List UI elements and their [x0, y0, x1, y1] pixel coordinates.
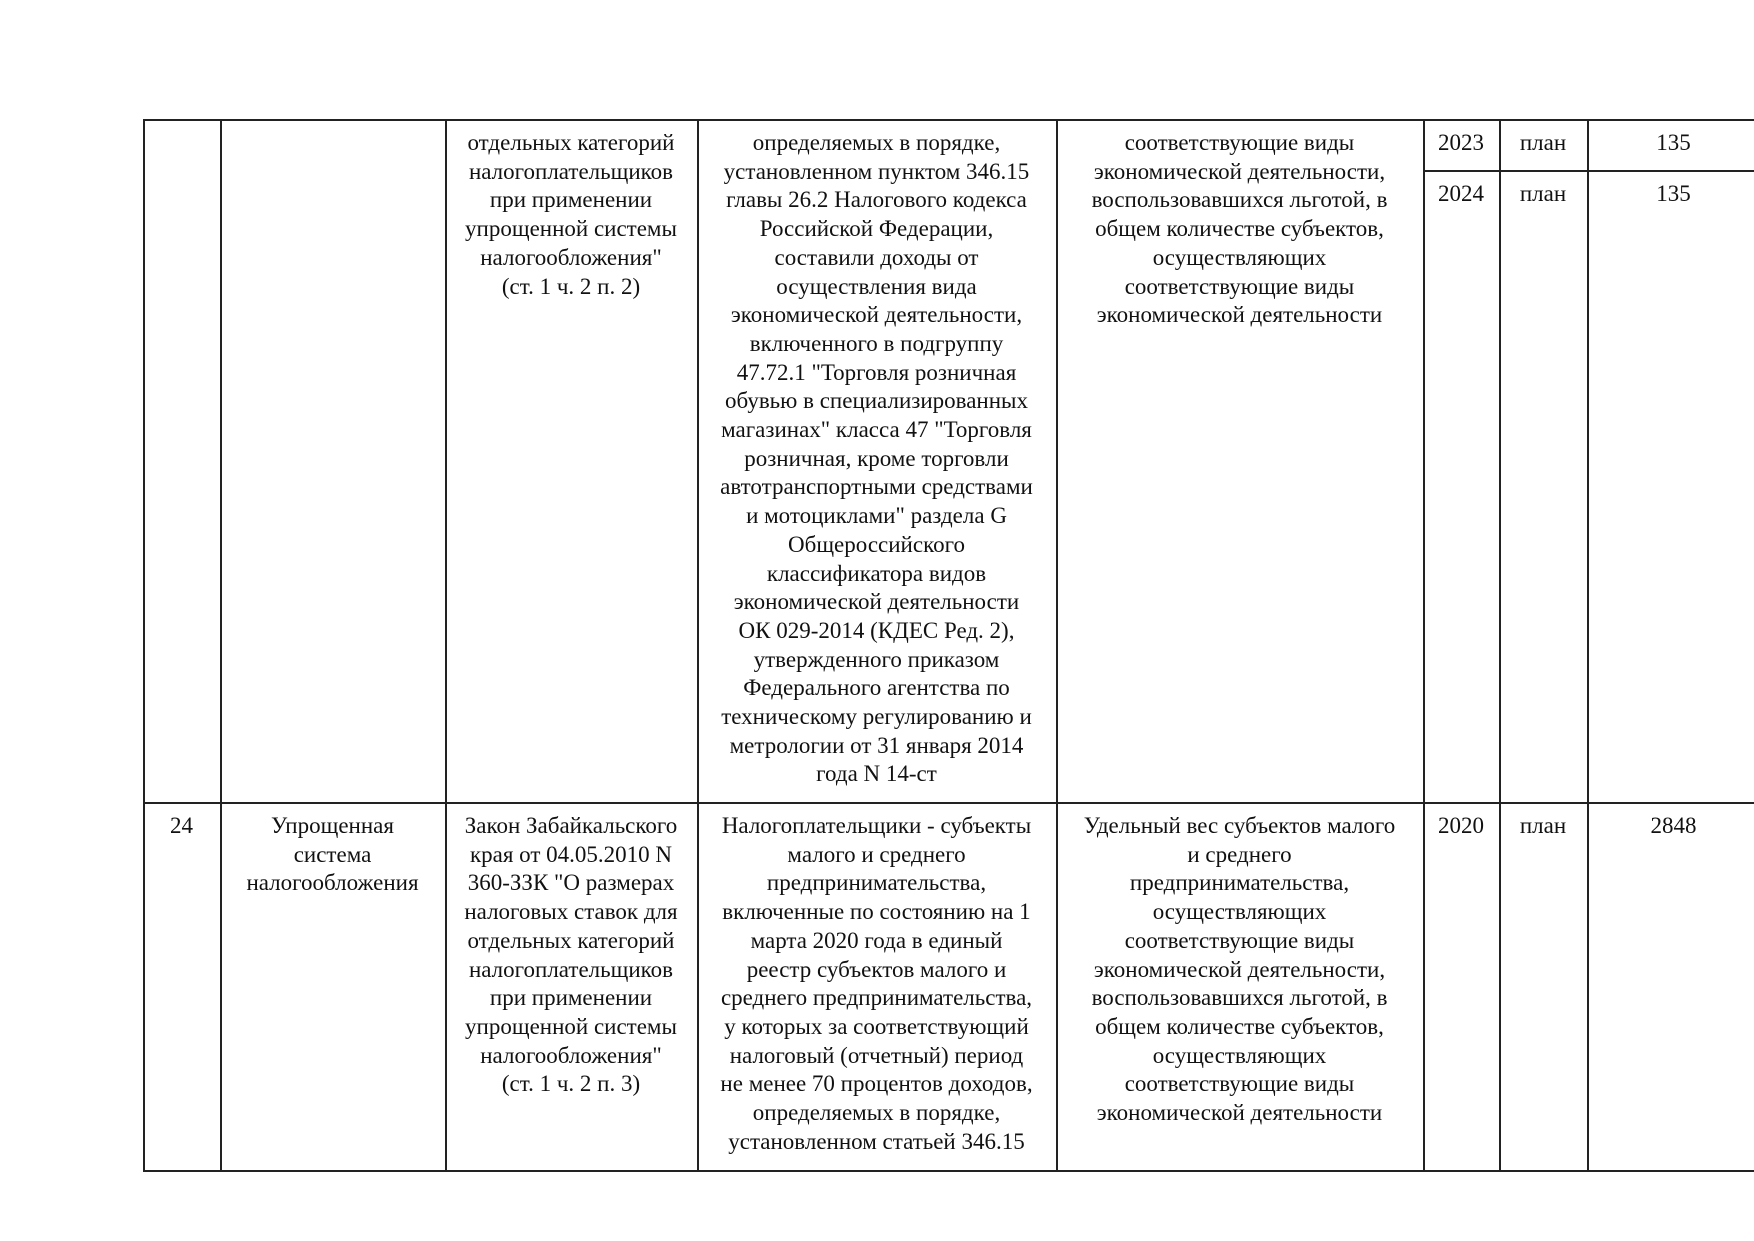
cell-text: 135: [1656, 130, 1691, 155]
table-column-border: [445, 119, 447, 1172]
cell-text-line: магазинах" класса 47 "Торговля: [721, 417, 1032, 443]
cell-text-line: установленном пунктом 346.15: [723, 158, 1030, 184]
cell-text-line: налогообложения": [480, 1042, 662, 1068]
cell-text-line: классификатора видов: [766, 560, 987, 586]
cell-text-line: налогоплательщиков: [468, 158, 674, 184]
cell-text-line: и среднего: [1187, 841, 1292, 867]
cell-year: [1423, 802, 1499, 1170]
table-column-border: [1423, 119, 1425, 1172]
cell-text: 2024: [1438, 181, 1484, 206]
cell-taxpayers: [697, 802, 1056, 1170]
table-column-border: [1499, 119, 1501, 1172]
cell-text-line: (ст. 1 ч. 2 п. 3): [501, 1071, 641, 1097]
cell-text-line: соответствующие виды: [1124, 273, 1355, 299]
cell-text-line: включенного в подгруппу: [749, 330, 1004, 356]
cell-text-line: налогообложения: [246, 870, 419, 896]
cell-text-line: определяемых в порядке,: [752, 1100, 1001, 1126]
cell-text-line: соответствующие виды: [1124, 1071, 1355, 1097]
cell-text-line: налоговый (отчетный) период: [729, 1042, 1024, 1068]
cell-text-line: ОК 029-2014 (КДЕС Ред. 2),: [738, 617, 1015, 643]
cell-type: [1499, 170, 1587, 802]
table-subrow-border: [1423, 170, 1754, 172]
cell-text: 2020: [1438, 813, 1484, 838]
table-row-border: [143, 119, 1754, 121]
cell-tax-type: [220, 802, 445, 1170]
table-row-border: [143, 802, 1754, 804]
cell-text-line: Упрощенная: [271, 813, 394, 838]
cell-text-line: отдельных категорий: [467, 130, 675, 155]
cell-text-line: соответствующие виды: [1124, 927, 1355, 953]
cell-text-line: при применении: [489, 187, 653, 213]
cell-text-line: воспользовавшихся льготой, в: [1091, 187, 1388, 213]
cell-tax-type: [220, 119, 445, 802]
cell-text: 2023: [1438, 130, 1484, 155]
cell-text-line: экономической деятельности: [1096, 302, 1383, 328]
cell-text-line: и мотоциклами" раздела G: [746, 503, 1007, 529]
cell-text-line: утвержденного приказом: [753, 646, 1000, 672]
cell-text-line: общем количестве субъектов,: [1095, 1013, 1384, 1039]
table-row-border: [143, 1170, 1754, 1172]
cell-text-line: при применении: [489, 985, 653, 1011]
cell-text-line: главы 26.2 Налогового кодекса: [726, 187, 1027, 213]
cell-indicator: [1056, 119, 1423, 802]
cell-text-line: воспользовавшихся льготой, в: [1091, 985, 1388, 1011]
cell-text-line: составили доходы от: [774, 244, 979, 270]
cell-text: план: [1519, 813, 1567, 838]
cell-value: [1587, 170, 1754, 802]
cell-text-line: экономической деятельности: [733, 589, 1020, 615]
cell-text-line: среднего предпринимательства,: [720, 985, 1033, 1011]
cell-text-line: 47.72.1 "Торговля розничная: [736, 359, 1017, 385]
cell-year: [1423, 170, 1499, 802]
cell-law: [445, 119, 697, 802]
cell-text-line: обувью в специализированных: [725, 388, 1028, 414]
table-column-border: [697, 119, 699, 1172]
cell-text-line: автотранспортными средствами: [720, 474, 1033, 500]
cell-text-line: отдельных категорий: [467, 927, 675, 953]
cell-text-line: включенные по состоянию на 1: [722, 899, 1031, 925]
cell-text-line: осуществляющих: [1152, 244, 1327, 270]
cell-text-line: марта 2020 года в единый: [750, 927, 1003, 953]
cell-text: 2848: [1650, 813, 1697, 838]
cell-text-line: Федерального агентства по: [743, 675, 1010, 701]
cell-text-line: экономической деятельности,: [1093, 158, 1386, 184]
cell-text-line: экономической деятельности,: [1093, 956, 1386, 982]
cell-text-line: года N 14-ст: [816, 761, 937, 787]
cell-text-line: экономической деятельности: [1096, 1100, 1383, 1126]
cell-text-line: Налогоплательщики - субъекты: [721, 813, 1032, 838]
cell-type: [1499, 119, 1587, 170]
cell-indicator: [1056, 802, 1423, 1170]
cell-text-line: соответствующие виды: [1124, 130, 1355, 155]
cell-text-line: экономической деятельности,: [730, 302, 1023, 328]
table-column-border: [220, 119, 222, 1172]
cell-text-line: налоговых ставок для: [464, 899, 678, 925]
cell-year: [1423, 119, 1499, 170]
cell-text-line: (ст. 1 ч. 2 п. 2): [501, 273, 641, 299]
cell-text: план: [1519, 130, 1567, 155]
cell-text-line: Удельный вес субъектов малого: [1083, 813, 1396, 838]
table-column-border: [143, 119, 145, 1172]
cell-text-line: у которых за соответствующий: [724, 1013, 1029, 1039]
cell-value: [1587, 802, 1754, 1170]
cell-text-line: упрощенной системы: [465, 1013, 677, 1039]
cell-text-line: определяемых в порядке,: [752, 130, 1001, 155]
cell-text-line: предпринимательства,: [1129, 870, 1350, 896]
cell-text-line: осуществления вида: [776, 273, 977, 299]
cell-text-line: налогоплательщиков: [468, 956, 674, 982]
cell-text-line: розничная, кроме торговли: [744, 445, 1009, 471]
cell-type: [1499, 802, 1587, 1170]
cell-text-line: предпринимательства,: [766, 870, 987, 896]
cell-text-line: Закон Забайкальского: [464, 813, 678, 838]
cell-value: [1587, 119, 1754, 170]
cell-text-line: метрологии от 31 января 2014: [729, 732, 1024, 758]
cell-text-line: 360-ЗЗК "О размерах: [467, 870, 675, 896]
cell-text-line: техническому регулированию и: [721, 704, 1032, 730]
cell-text: план: [1519, 181, 1567, 206]
cell-text-line: осуществляющих: [1152, 1042, 1327, 1068]
cell-number: [143, 802, 220, 1170]
cell-text-line: Российской Федерации,: [759, 216, 994, 242]
table-column-border: [1056, 119, 1058, 1172]
cell-text-line: общем количестве субъектов,: [1095, 216, 1384, 242]
table-column-border: [1587, 119, 1589, 1172]
cell-text-line: осуществляющих: [1152, 899, 1327, 925]
cell-number: [143, 119, 220, 802]
cell-text: 135: [1656, 181, 1691, 206]
cell-text-line: края от 04.05.2010 N: [469, 841, 673, 867]
cell-text-line: Общероссийского: [788, 531, 965, 557]
cell-text-line: малого и среднего: [787, 841, 966, 867]
cell-text-line: упрощенной системы: [465, 216, 677, 242]
cell-law: [445, 802, 697, 1170]
cell-text-line: установленном статьей 346.15: [728, 1128, 1025, 1154]
cell-taxpayers: [697, 119, 1056, 802]
cell-text-line: не менее 70 процентов доходов,: [720, 1071, 1033, 1097]
cell-text-line: система: [293, 841, 372, 867]
cell-text-line: реестр субъектов малого и: [746, 956, 1007, 982]
cell-text-line: налогообложения": [480, 244, 662, 270]
cell-text: 24: [170, 813, 193, 838]
